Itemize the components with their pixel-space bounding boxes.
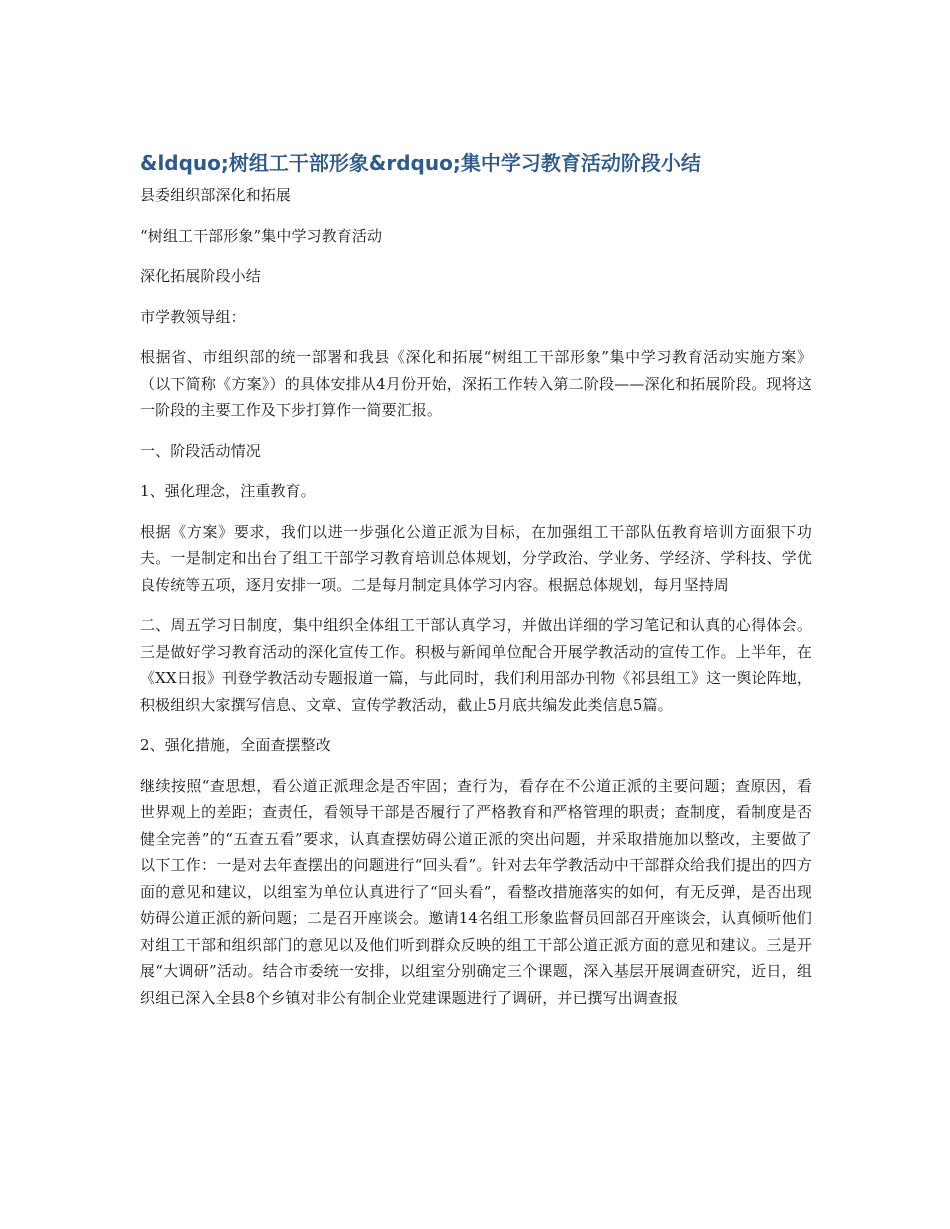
subsection-heading: 1、强化理念，注重教育。: [140, 482, 316, 500]
paragraph-activity-name: “树组工干部形象”集中学习教育活动: [140, 226, 383, 245]
document-page: [140, 146, 812, 1025]
paragraph-subtitle: 深化拓展阶段小结: [140, 267, 261, 285]
subsection-heading: 2、强化措施，全面查摆整改: [140, 736, 331, 754]
document-title: &ldquo;树组工干部形象&rdquo;集中学习教育活动阶段小结: [140, 151, 701, 175]
paragraph-body: 二、周五学习日制度，集中组织全体组工干部认真学习，并做出详细的学习笔记和认真的心得体会。三是做好学习教育活动的深化宣传工作。积极与新闻单位配合开展学教活动的宣传工作。上半年，在《XX日报》刊登学教活动专题报道一篇，与此同时，我们利用部办刊物《祁县组工》这一舆论阵地，积极组织大家撰写信息、文章、宣传学教活动，截止5月底共编发此类信息5篇。: [140, 616, 812, 714]
paragraph-addressee: 市学教领导组：: [140, 307, 246, 326]
section-heading: 一、阶段活动情况: [140, 441, 261, 460]
paragraph-issuer: 县委组织部深化和拓展: [140, 186, 292, 204]
paragraph-intro: 根据省、市组织部的统一部署和我县《深化和拓展“树组工干部形象”集中学习教育活动实施方案》（以下简称《方案》）的具体安排从4月份开始，深拓工作转入第二阶段——深化和拓展阶段。现将这一阶段的主要工作及下步打算作一简要汇报。: [140, 348, 812, 419]
paragraph-body: 根据《方案》要求，我们以进一步强化公道正派为目标，在加强组工干部队伍教育培训方面狠下功夫。一是制定和出台了组工干部学习教育培训总体规划，分学政治、学业务、学经济、学科技、学优良传统等五项，逐月安排一项。二是每月制定具体学习内容。根据总体规划，每月坚持周: [140, 522, 812, 594]
paragraph-body: 继续按照“查思想，看公道正派理念是否牢固；查行为，看存在不公道正派的主要问题；查原因，看世界观上的差距；查责任，看领导干部是否履行了严格教育和严格管理的职责；查制度，看制度是否健全完善”的“五查五看”要求，认真查摆妨碍公道正派的突出问题，并采取措施加以整改，主要做了以下工作：一是对去年查摆出的问题进行“回头看”。针对去年学教活动中干部群众给我们提出的四方面的意见和建议，以组室为单位认真进行了“回头看”，看整改措施落实的如何，有无反弹，是否出现妨碍公道正派的新问题；二是召开座谈会。邀请14名组工形象监督员回部召开座谈会，认真倾听他们对组工干部和组织部门的意见以及他们听到群众反映的组工干部公道正派方面的意见和建议。三是开展“大调研”活动。结合市委统一安排，以组室分别确定三个课题，深入基层开展调查研究，近日，组织组已深入全县8个乡镇对非公有制企业党建课题进行了调研，并已撰写出调查报: [140, 776, 812, 1007]
